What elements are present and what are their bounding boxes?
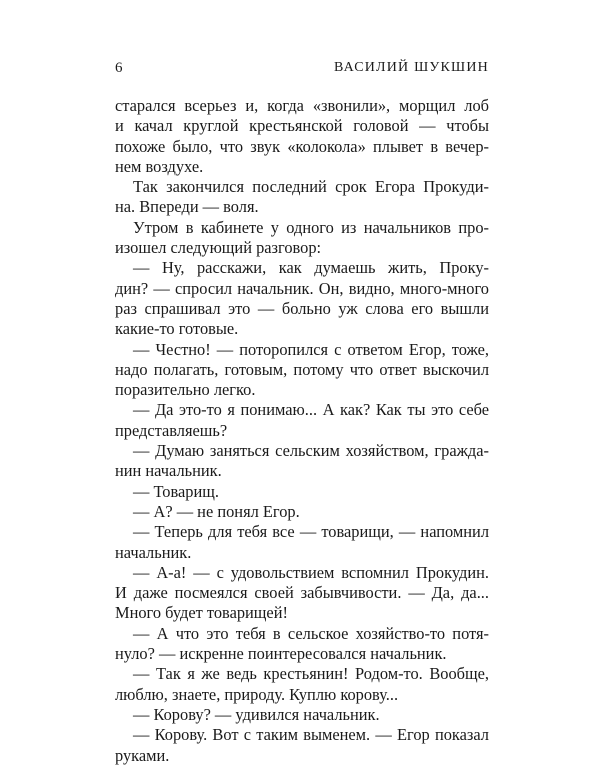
text-line: — Корову? — удивился начальник. — [133, 704, 380, 724]
text-body — [115, 96, 489, 766]
text-line: Утром в кабинете у одного из начальников про- — [133, 217, 489, 237]
text-line: — Думаю заняться сельским хозяйством, гражда- — [133, 441, 489, 461]
text-line: — Корову. Вот с таким выменем. — Егор показал — [133, 725, 489, 745]
text-line: — А? — не понял Егор. — [133, 501, 300, 521]
text-line: — Честно! — поторопился с ответом Егор, тоже, — [133, 339, 489, 359]
text-line: нин начальник. — [115, 461, 222, 481]
text-line: старался всерьез и, когда «звонили», морщил лоб — [115, 96, 489, 115]
author-name: ВАСИЛИЙ ШУКШИН — [333, 60, 489, 75]
text-line: — Так я же ведь крестьянин! Родом-то. Вообще, — [133, 664, 489, 684]
text-line: надо полагать, готовым, потому что ответ выскочил — [115, 359, 489, 379]
text-line: — А-а! — с удовольствием вспомнил Прокудин. — [133, 562, 489, 582]
text-line: — Да это-то я понимаю... А как? Как ты это себе — [133, 400, 489, 420]
text-line: нуло? — искренне поинтересовался начальник. — [115, 644, 447, 664]
text-line: — Товарищ. — [133, 481, 219, 501]
text-line: на. Впереди — воля. — [115, 197, 259, 217]
text-line: изошел следующий разговор: — [115, 238, 322, 258]
text-line: начальник. — [115, 542, 192, 562]
text-line: Много будет товарищей! — [115, 603, 288, 623]
running-header — [115, 60, 489, 82]
text-line: люблю, знаете, природу. Куплю корову... — [115, 684, 399, 704]
page-number: 6 — [115, 60, 123, 76]
text-line: какие-то готовые. — [115, 319, 239, 339]
text-line: представляешь? — [115, 420, 228, 440]
text-line: — Ну, расскажи, как думаешь жить, Проку- — [133, 258, 489, 278]
text-line: дин? — спросил начальник. Он, видно, много-много — [115, 278, 489, 298]
text-line: Так закончился последний срок Егора Прокуди- — [133, 177, 489, 197]
text-line: — А что это тебя в сельское хозяйство-то потя- — [133, 623, 489, 643]
text-line: И даже посмеялся своей забывчивости. — Да, да... — [115, 583, 489, 603]
text-line: руками. — [115, 745, 170, 765]
text-line: нем воздухе. — [115, 156, 204, 176]
text-line: и качал круглой крестьянской головой — чтобы — [115, 116, 489, 136]
text-line: похоже было, что звук «колокола» плывет в вечер- — [115, 136, 489, 156]
text-line: раз спрашивал это — больно уж слова его вышли — [115, 298, 489, 318]
text-line: — Теперь для тебя все — товарищи, — напомнил — [133, 522, 489, 542]
text-line: поразительно легко. — [115, 380, 256, 400]
